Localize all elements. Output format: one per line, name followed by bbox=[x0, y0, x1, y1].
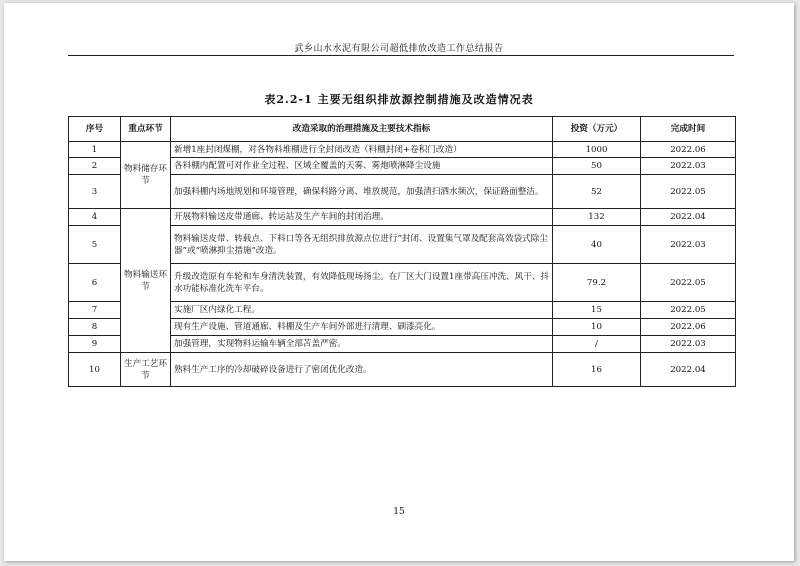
column-header-date: 完成时间 bbox=[641, 117, 736, 142]
investment-cell: 52 bbox=[553, 175, 641, 209]
measure-cell: 实施厂区内绿化工程。 bbox=[171, 302, 553, 319]
investment-cell: 15 bbox=[553, 302, 641, 319]
investment-cell: 40 bbox=[553, 226, 641, 264]
measure-cell: 加强管理，实现物料运输车辆全部苫盖严密。 bbox=[171, 336, 553, 353]
row-number: 1 bbox=[69, 142, 121, 158]
investment-cell: 10 bbox=[553, 319, 641, 336]
row-number: 6 bbox=[69, 264, 121, 302]
row-number: 2 bbox=[69, 158, 121, 175]
measure-cell: 升级改造原有车轮和车身清洗装置，有效降低现场扬尘。在厂区大门设置1座带高压冲洗、风干、抖水功能标准化洗车平台。 bbox=[171, 264, 553, 302]
stage-cell-conveying: 物料输送环节 bbox=[121, 209, 171, 353]
table-row bbox=[69, 353, 736, 387]
date-cell: 2022.06 bbox=[641, 142, 736, 158]
date-cell: 2022.06 bbox=[641, 319, 736, 336]
date-cell: 2022.05 bbox=[641, 175, 736, 209]
date-cell: 2022.05 bbox=[641, 302, 736, 319]
investment-cell: 16 bbox=[553, 353, 641, 387]
measure-cell: 熟料生产工序的冷却破碎设备进行了密闭优化改造。 bbox=[171, 353, 553, 387]
row-number: 3 bbox=[69, 175, 121, 209]
investment-cell: / bbox=[553, 336, 641, 353]
date-cell: 2022.03 bbox=[641, 158, 736, 175]
row-number: 8 bbox=[69, 319, 121, 336]
table-title: 表2.2-1 主要无组织排放源控制措施及改造情况表 bbox=[264, 93, 534, 106]
investment-cell: 1000 bbox=[553, 142, 641, 158]
stage-cell-storage: 物料储存环节 bbox=[121, 142, 171, 209]
column-header-measure: 改造采取的治理措施及主要技术指标 bbox=[171, 117, 553, 142]
date-cell: 2022.04 bbox=[641, 353, 736, 387]
page-number: 15 bbox=[393, 507, 405, 517]
row-number: 10 bbox=[69, 353, 121, 387]
document-page bbox=[4, 3, 794, 561]
row-number: 9 bbox=[69, 336, 121, 353]
measure-cell: 各料棚内配置可对作业全过程、区域全覆盖的天雾、雾炮喷淋降尘设施 bbox=[171, 158, 553, 175]
table-row bbox=[69, 209, 736, 226]
column-header-stage: 重点环节 bbox=[121, 117, 171, 142]
date-cell: 2022.03 bbox=[641, 226, 736, 264]
row-number: 5 bbox=[69, 226, 121, 264]
measure-cell: 物料输送皮带、转载点、下料口等各无组织排放源点位进行“封闭、设置集气罩及配套高效袋式除尘器”或“喷淋抑尘措施”改造。 bbox=[171, 226, 553, 264]
header-divider bbox=[68, 55, 734, 56]
date-cell: 2022.05 bbox=[641, 264, 736, 302]
measure-cell: 开展物料输送皮带通廊、转运站及生产车间的封闭治理。 bbox=[171, 209, 553, 226]
table-header-row bbox=[69, 117, 736, 142]
running-header: 武乡山水水泥有限公司超低排放改造工作总结报告 bbox=[294, 44, 504, 54]
investment-cell: 50 bbox=[553, 158, 641, 175]
measures-table bbox=[68, 116, 736, 387]
stage-cell-process: 生产工艺环节 bbox=[121, 353, 171, 387]
row-number: 7 bbox=[69, 302, 121, 319]
date-cell: 2022.03 bbox=[641, 336, 736, 353]
measure-cell: 现有生产设施、管道通廊、料棚及生产车间外部进行清理、刷漆亮化。 bbox=[171, 319, 553, 336]
date-cell: 2022.04 bbox=[641, 209, 736, 226]
investment-cell: 132 bbox=[553, 209, 641, 226]
measure-cell: 加强料棚内场地规划和环境管理，确保料路分离、堆放规范，加强清扫洒水频次，保证路面整洁。 bbox=[171, 175, 553, 209]
measure-cell: 新增1座封闭煤棚，对各物料堆棚进行全封闭改造（料棚封闭+卷积门改造） bbox=[171, 142, 553, 158]
column-header-no: 序号 bbox=[69, 117, 121, 142]
row-number: 4 bbox=[69, 209, 121, 226]
table-row bbox=[69, 142, 736, 158]
column-header-investment: 投资（万元） bbox=[553, 117, 641, 142]
investment-cell: 79.2 bbox=[553, 264, 641, 302]
